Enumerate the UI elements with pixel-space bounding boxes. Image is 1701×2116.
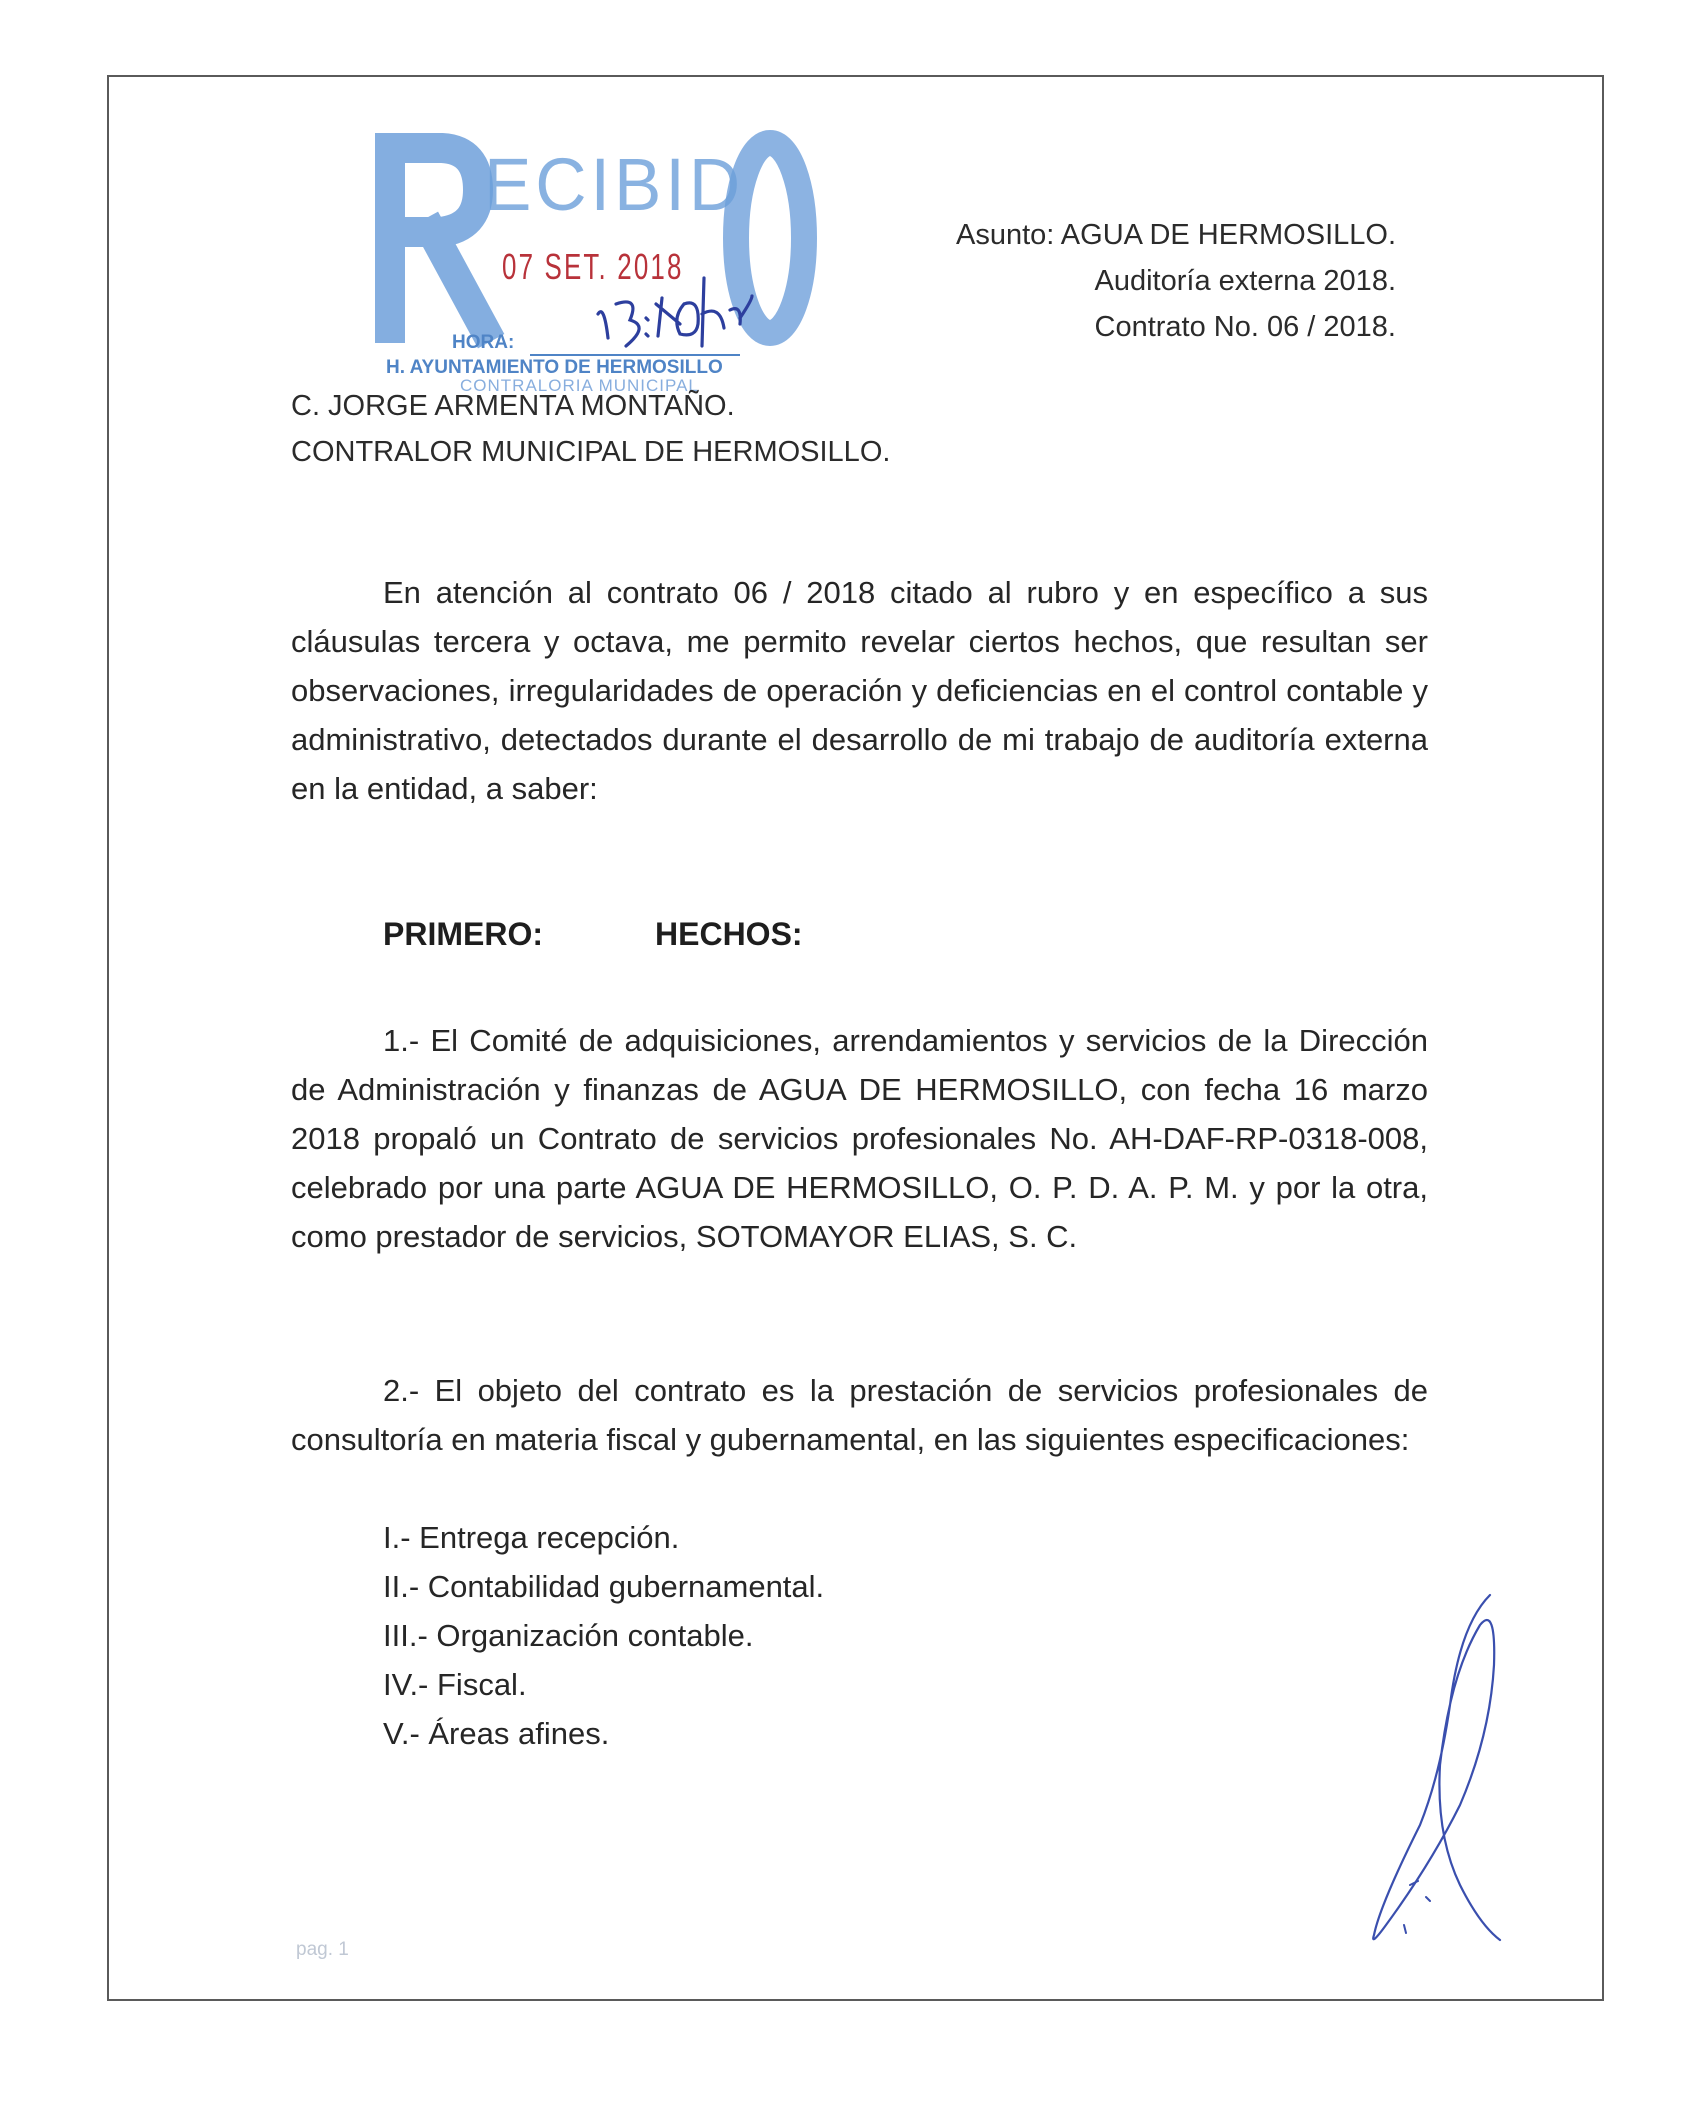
signature xyxy=(1340,1585,1540,1955)
intro-paragraph: En atención al contrato 06 / 2018 citado al rubro y en específico a sus cláusulas tercera y octava, me permito revelar ciertos hechos, que resultan ser observaciones, irregularidades de operación y deficiencias en el control contable y administrativo, detectados durante el desarrollo de mi trabajo de auditoría externa en la entidad, a saber: xyxy=(291,575,1428,806)
contract-line: Contrato No. 06 / 2018. xyxy=(1094,311,1396,343)
specifications-list xyxy=(383,1513,824,1758)
addressee-name: C. JORGE ARMENTA MONTAÑO. xyxy=(291,390,735,422)
list-item: IV.- Fiscal. xyxy=(383,1667,527,1702)
heading-primero: PRIMERO: xyxy=(383,916,543,952)
heading-hechos: HECHOS: xyxy=(655,916,803,952)
list-item: I.- Entrega recepción. xyxy=(383,1520,680,1555)
svg-text:ECIBID: ECIBID xyxy=(484,143,744,226)
received-stamp xyxy=(380,128,820,398)
stamp-date: 07 SET. 2018 xyxy=(502,246,684,287)
audit-line: Auditoría externa 2018. xyxy=(1094,265,1396,297)
stamp-hora-label: HORA: xyxy=(452,332,515,353)
addressee-title: CONTRALOR MUNICIPAL DE HERMOSILLO. xyxy=(291,436,891,468)
page-number: pag. 1 xyxy=(296,1939,349,1960)
list-item: III.- Organización contable. xyxy=(383,1618,754,1653)
fact-paragraph-2: 2.- El objeto del contrato es la prestación de servicios profesionales de consultoría en materia fiscal y gubernamental, en las siguientes especificaciones: xyxy=(291,1373,1428,1457)
stamp-hora-line xyxy=(530,354,740,356)
stamp-organization: H. AYUNTAMIENTO DE HERMOSILLO xyxy=(386,357,723,378)
addressee-block xyxy=(291,383,890,475)
list-item: V.- Áreas afines. xyxy=(383,1716,610,1751)
subject-line: Asunto: AGUA DE HERMOSILLO. xyxy=(956,219,1396,251)
fact-paragraph-1: 1.- El Comité de adquisiciones, arrendamientos y servicios de la Dirección de Administración y finanzas de AGUA DE HERMOSILLO, con fecha 16 marzo 2018 propaló un Contrato de servicios profesionales No. AH-DAF-RP-0318-008, celebrado por una parte AGUA DE HERMOSILLO, O. P. D. A. P. M. y por la otra, como prestador de servicios, SOTOMAYOR ELIAS, S. C. xyxy=(291,1023,1428,1254)
list-item: II.- Contabilidad gubernamental. xyxy=(383,1569,825,1604)
subject-block xyxy=(956,212,1396,350)
stamp-department: CONTRALORIA MUNICIPAL xyxy=(460,376,699,395)
